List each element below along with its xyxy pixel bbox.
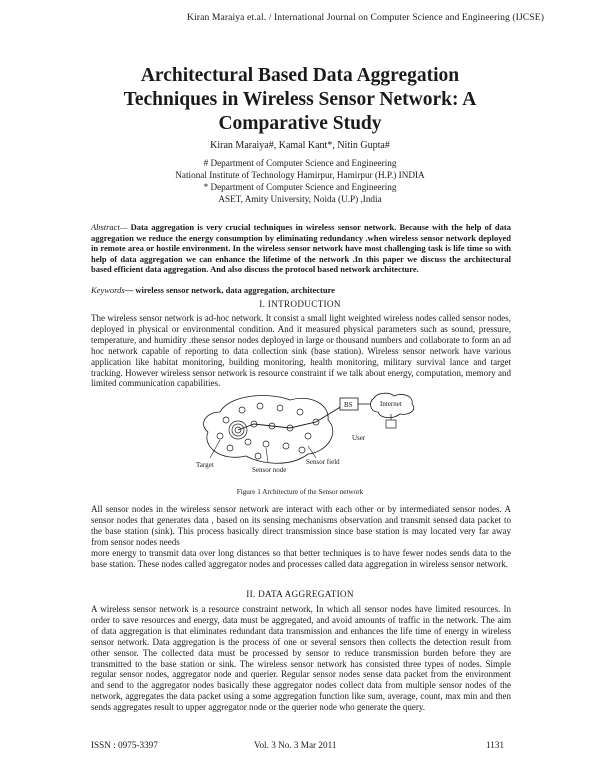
user-icon (386, 420, 396, 428)
affiliation-line: * Department of Computer Science and Engineering (203, 182, 397, 192)
title-line: Architectural Based Data Aggregation (140, 65, 460, 86)
section-heading-introduction: I. INTRODUCTION (259, 299, 341, 309)
paragraph-part: more energy to transmit data over long distances so that better techniques is to have fewer nodes sends data to the base station. These nodes called aggregator nodes and processes called data aggregation in wireless sensor network. (91, 547, 511, 569)
paragraph: A wireless sensor network is a resource constraint network, In which all sensor nodes have limited resources. In order to save resources and energy, data must be aggregated, and avoid amounts of traffic in the network. The aim of data aggregation is that eliminates redundant data transmission and enhances the life time of energy in wireless sensor network. Data aggregation is the process of one or several sensors then collects the detection result from other sensor. The collected data must be processed by sensor to reduce transmission burden before they are transmitted to the base station or sink. The wireless sensor network has consisted three types of nodes. Simple regular sensor nodes, aggregator node and querier. Regular sensor nodes sense data packet from the environment and send to the aggregator nodes basically these aggregator nodes collect data from multiple sensor nodes of the network, aggregates the data packet using a some aggregation function like sum, average, count, max min and then sends aggregates result to upper aggregator node or the querier node who generate the query. (91, 604, 511, 713)
keywords-text: — wireless sensor network, data aggregation, architecture (124, 285, 335, 295)
sensor-field-label: Sensor field (306, 458, 340, 466)
footer-volume: Vol. 3 No. 3 Mar 2011 (254, 740, 337, 750)
footer-page-number: 1131 (486, 740, 505, 750)
paragraph: The wireless sensor network is ad-hoc network. It consist a small light weighted wireless nodes called sensor nodes, deployed in physical or environmental condition. And it measured physical parameters such as sound, pressure, temperature, and humidity .these sensor nodes deployed in large or thousand numbers and collaborate to form an ad hoc network capable of reporting to data collection sink (base station). Wireless sensor network have various application like habitat monitoring, building monitoring, health monitoring, military survival lance and target tracking. However wireless sensor network is resource constraint if we talk about energy, computation, memory and limited communication capabilities. (91, 313, 511, 389)
title-line: Techniques in Wireless Sensor Network: A (123, 89, 477, 110)
running-head: Kiran Maraiya et.al. / International Journal on Computer Science and Engineering (IJCSE) (187, 12, 544, 23)
sensor-field-outline (204, 396, 333, 464)
abstract-lead: Abstract— (91, 222, 128, 232)
user-label: User (352, 434, 366, 442)
affiliation-line: # Department of Computer Science and Engineering (203, 158, 397, 168)
target-label: Target (196, 461, 214, 469)
affiliation-line: ASET, Amity University, Noida (U.P) ,India (218, 193, 382, 204)
figure-caption: Figure 1 Architecture of the Sensor network (236, 488, 364, 496)
section-heading-data-aggregation: II. DATA AGGREGATION (246, 589, 354, 599)
title-line: Comparative Study (218, 113, 382, 134)
affiliation-1 (60, 158, 540, 181)
affiliation-2 (60, 182, 540, 205)
keywords-lead: Keywords (91, 285, 125, 295)
affiliation-line: National Institute of Technology Hamirpur, Hamirpur (H.P.) INDIA (175, 169, 425, 180)
abstract (91, 222, 511, 275)
keywords (91, 285, 335, 295)
sensor-node-label: Sensor node (252, 466, 287, 474)
sensor-network-figure (190, 390, 420, 480)
bs-label: BS (344, 401, 353, 409)
internet-label: Internet (380, 400, 402, 408)
footer-issn: ISSN : 0975-3397 (91, 740, 158, 750)
paper-title (60, 64, 540, 136)
paragraph (91, 504, 511, 569)
authors: Kiran Maraiya#, Kamal Kant*, Nitin Gupta# (210, 140, 390, 151)
abstract-text: Data aggregation is very crucial techniques in wireless sensor network. Because with the help of data aggregation we reduce the energy consumption by eliminating redundancy .when wireless sensor network deployed in remote area or hostile environment. In the wireless sensor network have most challenging task is life time so with help of data aggregation we can enhance the lifetime of the network .In this paper we discuss the architectural based efficient data aggregation. And also discuss the protocol based network architecture. (91, 222, 511, 275)
paragraph-part: All sensor nodes in the wireless sensor network are interact with each other or by intermediated sensor nodes. A sensor nodes that generates data , based on its sensing mechanisms observation and transmit sensed data packet to the base station (sink). This process basically direct transmission since base station is may located very far away from sensor nodes needs (91, 504, 511, 547)
